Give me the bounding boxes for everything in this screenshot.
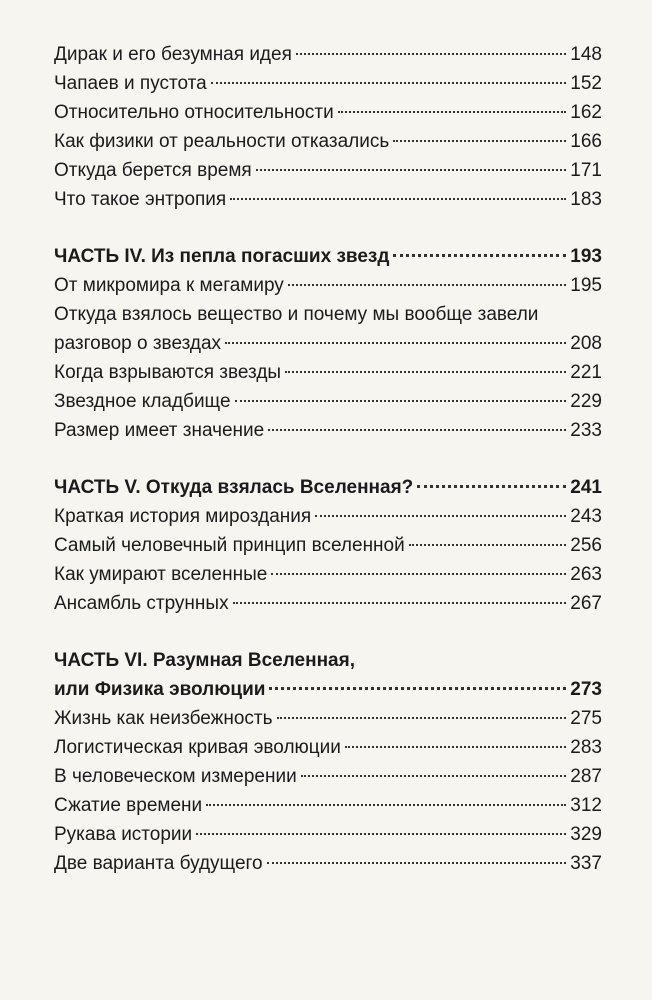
toc-entry-title: Относительно относительности — [54, 102, 334, 123]
leader-dots — [409, 544, 567, 546]
toc-entry-title: Рукава истории — [54, 824, 193, 845]
toc-entry-page: 243 — [570, 506, 602, 527]
toc-entry — [54, 185, 602, 214]
leader-dots — [269, 687, 566, 690]
toc-entry-line — [54, 300, 602, 329]
toc-entry — [54, 820, 602, 849]
toc-entry-title: Краткая история мироздания — [54, 506, 312, 527]
toc-entry-title: Когда взрываются звезды — [54, 362, 282, 383]
toc-entry-title: Ансамбль струнных — [54, 593, 229, 614]
toc-entry-page: 148 — [570, 44, 602, 65]
toc-part-heading — [54, 473, 602, 502]
part-title: или Физика эволюции — [54, 679, 266, 700]
leader-dots — [268, 429, 566, 431]
toc-entry-title: Что такое энтропия — [54, 189, 227, 210]
toc-entry-page: 275 — [570, 708, 602, 729]
leader-dots — [225, 342, 566, 344]
leader-dots — [196, 833, 566, 835]
leader-dots — [345, 746, 566, 748]
leader-dots — [393, 254, 566, 257]
toc-entry-title: Звездное кладбище — [54, 391, 231, 412]
leader-dots — [233, 602, 567, 604]
part-title: ЧАСТЬ VI. Разумная Вселенная, — [54, 650, 355, 671]
leader-dots — [393, 140, 566, 142]
toc-entry-title: Чапаев и пустота — [54, 73, 207, 94]
leader-dots — [267, 862, 567, 864]
leader-dots — [235, 400, 567, 402]
toc-entry — [54, 733, 602, 762]
toc-entry-title: Самый человечный принцип вселенной — [54, 535, 405, 556]
toc-entry-page: 221 — [570, 362, 602, 383]
leader-dots — [301, 775, 567, 777]
leader-dots — [285, 371, 566, 373]
toc-entry — [54, 502, 602, 531]
toc-entry-title: От микромира к мегамиру — [54, 275, 284, 296]
toc-entry — [54, 531, 602, 560]
section-gap — [54, 214, 602, 242]
toc-entry-title: Сжатие времени — [54, 795, 203, 816]
toc-entry-page: 256 — [570, 535, 602, 556]
toc-entry-page: 263 — [570, 564, 602, 585]
toc-entry-title: Откуда взялось вещество и почему мы вообще завели — [54, 304, 539, 325]
toc-entry — [54, 329, 602, 358]
leader-dots — [315, 515, 566, 517]
toc-entry — [54, 358, 602, 387]
toc-entry — [54, 271, 602, 300]
toc-entry-title: Как физики от реальности отказались — [54, 131, 390, 152]
leader-dots — [271, 573, 566, 575]
toc-entry-page: 171 — [570, 160, 602, 181]
toc-entry-page: 152 — [570, 73, 602, 94]
toc-entry-title: Размер имеет значение — [54, 420, 265, 441]
toc-entry-page: 229 — [570, 391, 602, 412]
toc-entry — [54, 791, 602, 820]
toc-entry-page: 283 — [570, 737, 602, 758]
leader-dots — [256, 169, 567, 171]
toc-entry-page: 312 — [570, 795, 602, 816]
toc-entry — [54, 849, 602, 878]
part-title: ЧАСТЬ IV. Из пепла погасших звезд — [54, 246, 390, 267]
toc-entry-page: 195 — [570, 275, 602, 296]
toc-entry — [54, 589, 602, 618]
toc-part-heading — [54, 675, 602, 704]
toc-entry — [54, 416, 602, 445]
section-gap — [54, 445, 602, 473]
toc-entry — [54, 704, 602, 733]
toc-entry — [54, 69, 602, 98]
section-gap — [54, 618, 602, 646]
toc-entry — [54, 762, 602, 791]
leader-dots — [230, 198, 566, 200]
toc-entry — [54, 127, 602, 156]
toc-entry-page: 183 — [570, 189, 602, 210]
toc-entry-title: В человеческом измерении — [54, 766, 297, 787]
toc-entry-title: Как умирают вселенные — [54, 564, 268, 585]
part-title: ЧАСТЬ V. Откуда взялась Вселенная? — [54, 477, 414, 498]
toc-entry-title: Две варианта будущего — [54, 853, 263, 874]
toc-entry-page: 267 — [570, 593, 602, 614]
part-page: 241 — [570, 477, 602, 498]
part-page: 273 — [570, 679, 602, 700]
toc-entry — [54, 560, 602, 589]
leader-dots — [211, 82, 567, 84]
leader-dots — [296, 53, 566, 55]
toc-entry — [54, 98, 602, 127]
leader-dots — [277, 717, 567, 719]
toc-entry-page: 208 — [570, 333, 602, 354]
toc-entry-page: 162 — [570, 102, 602, 123]
toc-part-heading — [54, 242, 602, 271]
toc-part-heading-line — [54, 646, 602, 675]
toc-entry-title: разговор о звездах — [54, 333, 222, 354]
toc-entry-title: Жизнь как неизбежность — [54, 708, 273, 729]
toc-entry-title: Логистическая кривая эволюции — [54, 737, 341, 758]
leader-dots — [288, 284, 566, 286]
leader-dots — [338, 111, 567, 113]
toc-entry-page: 287 — [570, 766, 602, 787]
toc-entry-page: 337 — [570, 853, 602, 874]
toc-entry — [54, 156, 602, 185]
leader-dots — [417, 485, 566, 488]
toc-entry-title: Дирак и его безумная идея — [54, 44, 292, 65]
leader-dots — [206, 804, 566, 806]
table-of-contents — [54, 40, 602, 878]
toc-entry-page: 233 — [570, 420, 602, 441]
toc-entry-page: 166 — [570, 131, 602, 152]
toc-entry-title: Откуда берется время — [54, 160, 252, 181]
toc-entry-page: 329 — [570, 824, 602, 845]
toc-entry — [54, 387, 602, 416]
toc-entry — [54, 40, 602, 69]
part-page: 193 — [570, 246, 602, 267]
